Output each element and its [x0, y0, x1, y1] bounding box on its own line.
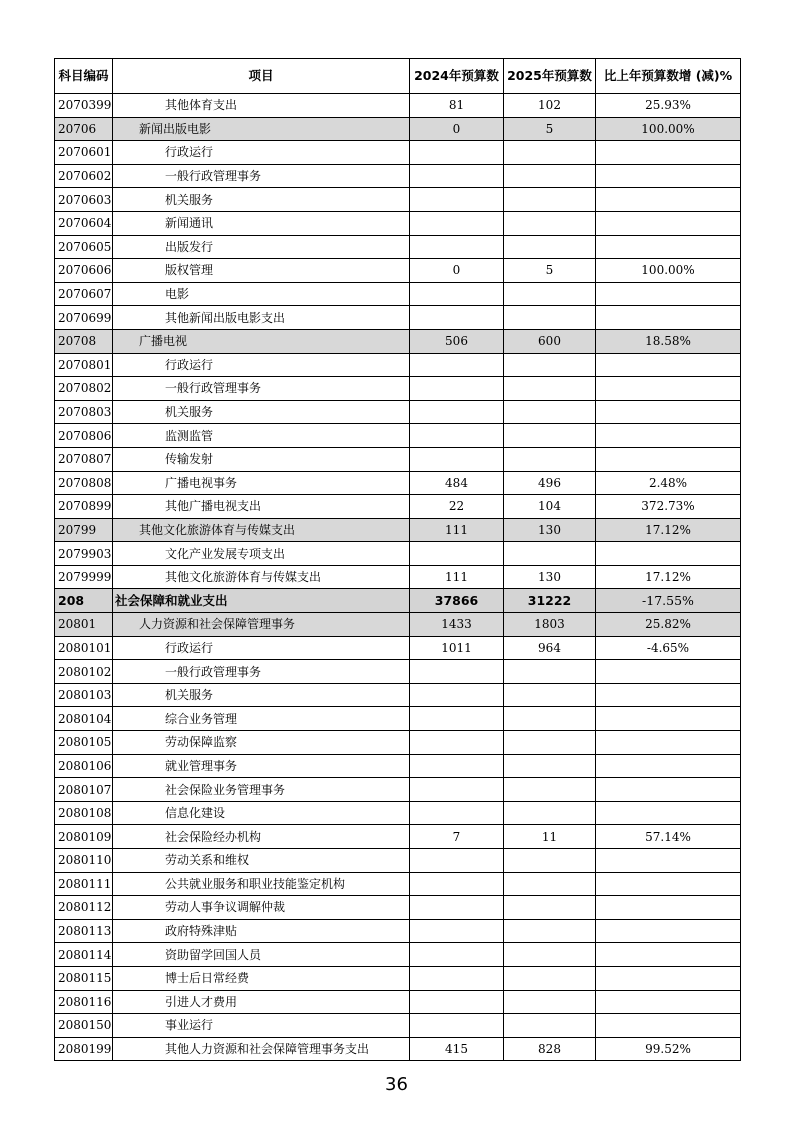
- cell-code: 2070803: [55, 400, 113, 424]
- table-row: [55, 353, 741, 377]
- cell-name: 一般行政管理事务: [113, 377, 410, 401]
- cell-name: 其他人力资源和社会保障管理事务支出: [113, 1037, 410, 1061]
- cell-change: [596, 542, 741, 566]
- cell-change: [596, 211, 741, 235]
- cell-2024: [410, 801, 504, 825]
- cell-2025: [504, 896, 596, 920]
- cell-2025: [504, 353, 596, 377]
- cell-2025: [504, 707, 596, 731]
- cell-2025: [504, 731, 596, 755]
- table-row: [55, 707, 741, 731]
- cell-2025: [504, 919, 596, 943]
- cell-code: 2080114: [55, 943, 113, 967]
- table-row: [55, 565, 741, 589]
- cell-2024: [410, 447, 504, 471]
- cell-2024: [410, 306, 504, 330]
- cell-2025: 130: [504, 565, 596, 589]
- cell-2024: 37866: [410, 589, 504, 613]
- table-row: [55, 660, 741, 684]
- cell-2025: 11: [504, 825, 596, 849]
- cell-change: [596, 707, 741, 731]
- cell-2024: [410, 377, 504, 401]
- cell-change: [596, 353, 741, 377]
- table-row: [55, 801, 741, 825]
- cell-code: 2080109: [55, 825, 113, 849]
- cell-2025: [504, 801, 596, 825]
- table-row: [55, 613, 741, 637]
- cell-change: 100.00%: [596, 117, 741, 141]
- table-row: [55, 1014, 741, 1038]
- table-row: [55, 235, 741, 259]
- cell-code: 2070601: [55, 141, 113, 165]
- table-body: [55, 94, 741, 1061]
- table-row: [55, 896, 741, 920]
- cell-2025: [504, 754, 596, 778]
- cell-name: 机关服务: [113, 683, 410, 707]
- cell-2024: [410, 188, 504, 212]
- cell-code: 2080150: [55, 1014, 113, 1038]
- cell-2025: 31222: [504, 589, 596, 613]
- cell-name: 新闻出版电影: [113, 117, 410, 141]
- table-row: [55, 731, 741, 755]
- cell-name: 行政运行: [113, 353, 410, 377]
- table-row: [55, 943, 741, 967]
- cell-2025: 600: [504, 329, 596, 353]
- cell-code: 2070607: [55, 282, 113, 306]
- cell-change: [596, 1014, 741, 1038]
- cell-2025: [504, 141, 596, 165]
- cell-change: [596, 896, 741, 920]
- cell-code: 2080116: [55, 990, 113, 1014]
- cell-2024: [410, 754, 504, 778]
- cell-name: 一般行政管理事务: [113, 660, 410, 684]
- cell-code: 2070605: [55, 235, 113, 259]
- cell-name: 公共就业服务和职业技能鉴定机构: [113, 872, 410, 896]
- cell-code: 2070699: [55, 306, 113, 330]
- cell-change: 100.00%: [596, 259, 741, 283]
- cell-change: 25.93%: [596, 94, 741, 118]
- cell-name: 行政运行: [113, 141, 410, 165]
- cell-change: 17.12%: [596, 518, 741, 542]
- cell-name: 其他文化旅游体育与传媒支出: [113, 565, 410, 589]
- cell-2025: [504, 542, 596, 566]
- table-row: [55, 849, 741, 873]
- cell-2025: [504, 990, 596, 1014]
- cell-code: 2080110: [55, 849, 113, 873]
- cell-2024: 0: [410, 117, 504, 141]
- cell-2024: [410, 707, 504, 731]
- cell-code: 20708: [55, 329, 113, 353]
- cell-name: 博士后日常经费: [113, 966, 410, 990]
- cell-change: [596, 188, 741, 212]
- table-row: [55, 825, 741, 849]
- cell-2024: 484: [410, 471, 504, 495]
- cell-name: 其他新闻出版电影支出: [113, 306, 410, 330]
- header-code: 科目编码: [55, 59, 113, 94]
- cell-change: [596, 306, 741, 330]
- cell-2025: 5: [504, 259, 596, 283]
- cell-change: [596, 919, 741, 943]
- cell-change: 18.58%: [596, 329, 741, 353]
- cell-change: 372.73%: [596, 495, 741, 519]
- cell-2024: [410, 1014, 504, 1038]
- cell-2024: [410, 542, 504, 566]
- cell-2024: 81: [410, 94, 504, 118]
- cell-2025: [504, 778, 596, 802]
- table-row: [55, 424, 741, 448]
- cell-name: 人力资源和社会保障管理事务: [113, 613, 410, 637]
- cell-name: 新闻通讯: [113, 211, 410, 235]
- cell-2024: 1433: [410, 613, 504, 637]
- cell-2024: [410, 943, 504, 967]
- cell-code: 2070807: [55, 447, 113, 471]
- table-row: [55, 683, 741, 707]
- cell-name: 传输发射: [113, 447, 410, 471]
- cell-name: 机关服务: [113, 400, 410, 424]
- table-row: [55, 990, 741, 1014]
- cell-name: 广播电视: [113, 329, 410, 353]
- cell-code: 2080101: [55, 636, 113, 660]
- cell-code: 2070603: [55, 188, 113, 212]
- cell-2024: [410, 896, 504, 920]
- cell-change: [596, 282, 741, 306]
- cell-change: [596, 966, 741, 990]
- cell-code: 2080112: [55, 896, 113, 920]
- cell-name: 社会保险经办机构: [113, 825, 410, 849]
- table-row: [55, 259, 741, 283]
- cell-change: [596, 778, 741, 802]
- cell-2024: [410, 424, 504, 448]
- table-row: [55, 282, 741, 306]
- cell-2025: [504, 966, 596, 990]
- cell-2024: 415: [410, 1037, 504, 1061]
- cell-2025: [504, 1014, 596, 1038]
- cell-name: 一般行政管理事务: [113, 164, 410, 188]
- cell-code: 2070604: [55, 211, 113, 235]
- table-row: [55, 754, 741, 778]
- cell-name: 资助留学回国人员: [113, 943, 410, 967]
- cell-code: 2080107: [55, 778, 113, 802]
- cell-2025: [504, 164, 596, 188]
- cell-2025: [504, 447, 596, 471]
- page-number: 36: [385, 1074, 408, 1095]
- cell-code: 2080103: [55, 683, 113, 707]
- cell-code: 2070602: [55, 164, 113, 188]
- cell-2025: [504, 235, 596, 259]
- table-row: [55, 94, 741, 118]
- cell-2024: 1011: [410, 636, 504, 660]
- table-row: [55, 495, 741, 519]
- cell-code: 2070899: [55, 495, 113, 519]
- cell-2024: [410, 353, 504, 377]
- cell-2024: [410, 731, 504, 755]
- table-row: [55, 188, 741, 212]
- cell-2025: 828: [504, 1037, 596, 1061]
- table-row: [55, 117, 741, 141]
- cell-code: 2080108: [55, 801, 113, 825]
- cell-code: 2080106: [55, 754, 113, 778]
- cell-name: 其他广播电视支出: [113, 495, 410, 519]
- cell-code: 2070802: [55, 377, 113, 401]
- cell-change: [596, 660, 741, 684]
- cell-2024: 7: [410, 825, 504, 849]
- cell-2025: 102: [504, 94, 596, 118]
- cell-code: 2070806: [55, 424, 113, 448]
- table-row: [55, 329, 741, 353]
- cell-name: 引进人才费用: [113, 990, 410, 1014]
- cell-change: -4.65%: [596, 636, 741, 660]
- cell-change: [596, 872, 741, 896]
- cell-2025: [504, 188, 596, 212]
- cell-name: 社会保障和就业支出: [113, 589, 410, 613]
- cell-2024: [410, 235, 504, 259]
- table-row: [55, 518, 741, 542]
- cell-2024: 111: [410, 518, 504, 542]
- cell-name: 其他体育支出: [113, 94, 410, 118]
- cell-name: 劳动保障监察: [113, 731, 410, 755]
- cell-name: 文化产业发展专项支出: [113, 542, 410, 566]
- cell-2025: [504, 872, 596, 896]
- cell-name: 版权管理: [113, 259, 410, 283]
- cell-change: [596, 943, 741, 967]
- cell-name: 广播电视事务: [113, 471, 410, 495]
- header-name: 项目: [113, 59, 410, 94]
- cell-code: 2080113: [55, 919, 113, 943]
- cell-2025: [504, 424, 596, 448]
- cell-change: [596, 235, 741, 259]
- budget-table: [54, 58, 741, 1061]
- cell-2024: [410, 683, 504, 707]
- cell-2024: [410, 211, 504, 235]
- cell-change: -17.55%: [596, 589, 741, 613]
- cell-2024: [410, 872, 504, 896]
- cell-code: 2080105: [55, 731, 113, 755]
- cell-change: [596, 447, 741, 471]
- cell-change: 17.12%: [596, 565, 741, 589]
- table-row: [55, 589, 741, 613]
- cell-2025: [504, 400, 596, 424]
- cell-2025: [504, 943, 596, 967]
- cell-code: 2070808: [55, 471, 113, 495]
- cell-change: 2.48%: [596, 471, 741, 495]
- cell-2024: 111: [410, 565, 504, 589]
- cell-2024: [410, 778, 504, 802]
- cell-2024: [410, 282, 504, 306]
- cell-2024: [410, 660, 504, 684]
- cell-2025: [504, 683, 596, 707]
- cell-2024: [410, 966, 504, 990]
- cell-2024: [410, 141, 504, 165]
- cell-change: [596, 377, 741, 401]
- cell-code: 2070801: [55, 353, 113, 377]
- cell-code: 2080199: [55, 1037, 113, 1061]
- cell-name: 综合业务管理: [113, 707, 410, 731]
- table-row: [55, 306, 741, 330]
- cell-2025: [504, 377, 596, 401]
- cell-2025: [504, 306, 596, 330]
- table-row: [55, 872, 741, 896]
- header-2024: 2024年预算数: [410, 59, 504, 94]
- cell-2025: 964: [504, 636, 596, 660]
- cell-code: 2079999: [55, 565, 113, 589]
- cell-2024: [410, 919, 504, 943]
- cell-2024: [410, 990, 504, 1014]
- cell-name: 劳动关系和维权: [113, 849, 410, 873]
- cell-code: 2079903: [55, 542, 113, 566]
- cell-change: [596, 754, 741, 778]
- cell-code: 2070399: [55, 94, 113, 118]
- table-row: [55, 966, 741, 990]
- cell-code: 20706: [55, 117, 113, 141]
- cell-change: [596, 731, 741, 755]
- table-row: [55, 211, 741, 235]
- cell-name: 劳动人事争议调解仲裁: [113, 896, 410, 920]
- table-row: [55, 141, 741, 165]
- cell-2025: 104: [504, 495, 596, 519]
- cell-code: 2080115: [55, 966, 113, 990]
- cell-code: 2080102: [55, 660, 113, 684]
- cell-change: [596, 424, 741, 448]
- cell-code: 2070606: [55, 259, 113, 283]
- cell-change: [596, 400, 741, 424]
- cell-name: 事业运行: [113, 1014, 410, 1038]
- cell-change: [596, 990, 741, 1014]
- cell-change: 25.82%: [596, 613, 741, 637]
- table-row: [55, 542, 741, 566]
- cell-name: 电影: [113, 282, 410, 306]
- cell-2025: 1803: [504, 613, 596, 637]
- cell-2024: [410, 164, 504, 188]
- cell-code: 208: [55, 589, 113, 613]
- cell-name: 出版发行: [113, 235, 410, 259]
- cell-change: [596, 164, 741, 188]
- cell-name: 其他文化旅游体育与传媒支出: [113, 518, 410, 542]
- table-row: [55, 778, 741, 802]
- cell-2025: [504, 211, 596, 235]
- table-row: [55, 447, 741, 471]
- cell-name: 就业管理事务: [113, 754, 410, 778]
- cell-code: 2080111: [55, 872, 113, 896]
- cell-name: 政府特殊津贴: [113, 919, 410, 943]
- table-row: [55, 377, 741, 401]
- cell-change: [596, 683, 741, 707]
- cell-2024: 22: [410, 495, 504, 519]
- cell-change: 99.52%: [596, 1037, 741, 1061]
- cell-name: 机关服务: [113, 188, 410, 212]
- table-row: [55, 400, 741, 424]
- cell-2024: [410, 849, 504, 873]
- table-row: [55, 919, 741, 943]
- cell-change: [596, 849, 741, 873]
- cell-name: 行政运行: [113, 636, 410, 660]
- cell-2025: [504, 282, 596, 306]
- cell-change: 57.14%: [596, 825, 741, 849]
- cell-2025: 496: [504, 471, 596, 495]
- cell-code: 20799: [55, 518, 113, 542]
- cell-change: [596, 801, 741, 825]
- cell-code: 2080104: [55, 707, 113, 731]
- table-row: [55, 636, 741, 660]
- cell-name: 信息化建设: [113, 801, 410, 825]
- table-row: [55, 471, 741, 495]
- header-row: [55, 59, 741, 94]
- header-2025: 2025年预算数: [504, 59, 596, 94]
- table-row: [55, 1037, 741, 1061]
- cell-2024: 506: [410, 329, 504, 353]
- cell-name: 社会保险业务管理事务: [113, 778, 410, 802]
- table-row: [55, 164, 741, 188]
- cell-2025: 5: [504, 117, 596, 141]
- cell-name: 监测监管: [113, 424, 410, 448]
- cell-2024: 0: [410, 259, 504, 283]
- cell-change: [596, 141, 741, 165]
- cell-2024: [410, 400, 504, 424]
- cell-2025: [504, 849, 596, 873]
- cell-2025: 130: [504, 518, 596, 542]
- cell-code: 20801: [55, 613, 113, 637]
- cell-2025: [504, 660, 596, 684]
- header-change: 比上年预算数增 (减)%: [596, 59, 741, 94]
